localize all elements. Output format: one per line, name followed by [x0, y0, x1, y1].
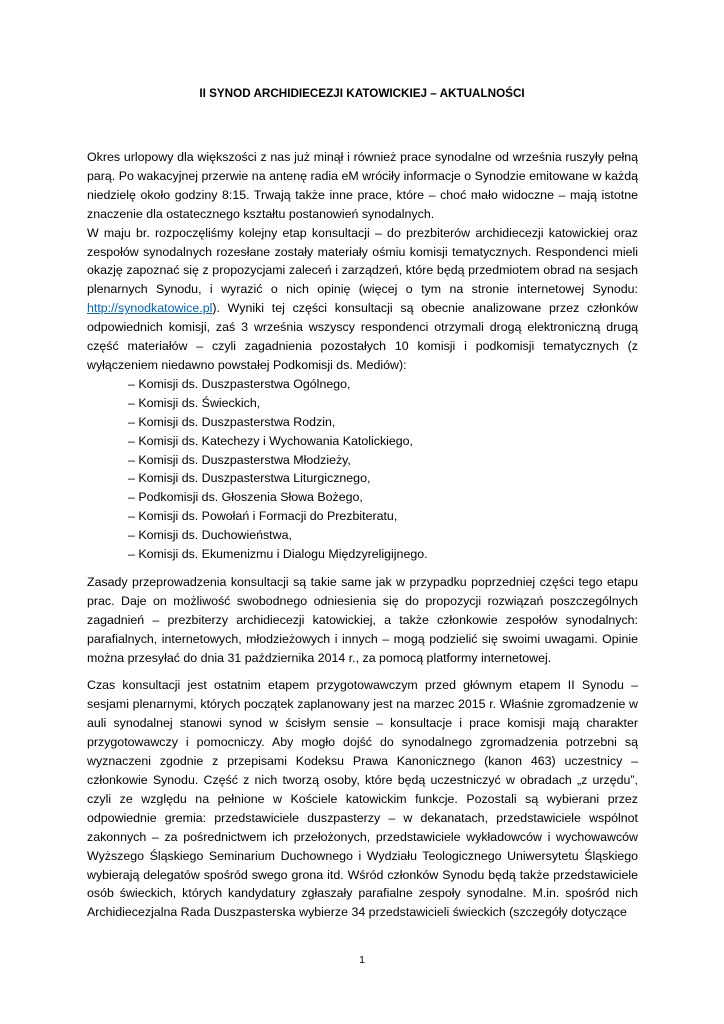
list-item: – Komisji ds. Katechezy i Wychowania Katolickiego,	[128, 433, 414, 448]
paragraph-consultation-text-1: W maju br. rozpoczęliśmy kolejny etap konsultacji – do prezbiterów archidiecezji katowickiej oraz zespołów synodalnych rozesłane zostały materiały ośmiu komisji tematycznych. Respondenci mieli okazję zapoznać się z propozycjami zaleceń i zarządzeń, które będą przedmiotem obrad na sesjach plenarnych Synodu, i wyrazić o nich opinię (więcej o tym na stronie internetowej Synodu:	[87, 225, 638, 297]
paragraph-consultation	[87, 224, 638, 375]
paragraph-plenary: Czas konsultacji jest ostatnim etapem przygotowawczym przed głównym etapem II Synodu – sesjami plenarnymi, których początek zaplanowany jest na marzec 2015 r. Właśnie zgromadzenie w auli synodalnej stanowi synod w ścisłym sensie – konsultacje i prace komisji mają charakter przygotowawczy i pomocniczy. Aby mogło dojść do synodalnego zgromadzenia potrzebni są wyznaczeni zgodnie z przepisami Kodeksu Prawa Kanonicznego (kanon 463) uczestnicy – członkowie Synodu. Część z nich tworzą osoby, które będą uczestniczyć w obradach „z urzędu”, czyli ze względu na pełnione w Kościele katowickim funkcje. Pozostali są wybierani przez odpowiednie gremia: przedstawiciele duszpasterzy – w dekanatach, przedstawiciele wspólnot zakonnych – za pośrednictwem ich przełożonych, przedstawiciele wykładowców i wychowawców Wyższego Śląskiego Seminarium Duchownego i Wydziału Teologicznego Uniwersytetu Śląskiego wybierają delegatów spośród swego grona itd. Wśród członków Synodu będą także przedstawiciele osób świeckich, których kandydatury zgłaszały parafialne zespoły synodalne. M.in. spośród nich Archidiecezjalna Rada Duszpasterska wybierze 34 przedstawicieli świeckich (szczegóły dotyczące	[87, 678, 638, 920]
paragraph-consultation-text-2: ). Wyniki tej części konsultacji są obecnie analizowane przez członków odpowiednich komisji, zaś 3 września wszyscy respondenci otrzymali drogą elektroniczną drugą część materiałów – czyli zagadnienia pozostałych 10 komisji i podkomisji tematycznych (z wyłączeniem niedawno powstałej Podkomisji ds. Mediów):	[87, 301, 638, 372]
page-number: 1	[359, 954, 365, 966]
list-item: – Podkomisji ds. Głoszenia Słowa Bożego,	[128, 490, 363, 505]
list-item: – Komisji ds. Duszpasterstwa Liturgicznego,	[128, 471, 371, 486]
paragraph-intro: Okres urlopowy dla większości z nas już minął i również prace synodalne od września ruszyły pełną parą. Po wakacyjnej przerwie na antenę radia eM wróciły informacje o Synodzie emitowane w każdą niedzielę około godziny 8:15. Trwają także inne prace, które – choć mało widoczne – mają istotne znaczenie dla ostatecznego kształtu postanowień synodalnych.	[87, 150, 638, 221]
list-item: – Komisji ds. Duszpasterstwa Rodzin,	[128, 414, 336, 429]
list-item: – Komisji ds. Świeckich,	[128, 395, 261, 410]
list-item: – Komisji ds. Duszpasterstwa Ogólnego,	[128, 376, 351, 391]
paragraph-rules: Zasady przeprowadzenia konsultacji są takie same jak w przypadku poprzedniej części tego etapu prac. Daje on możliwość swobodnego odniesienia się do propozycji rozwiązań poszczególnych zagadnień – prezbiterzy archidiecezji katowickiej, a także członkowie zespołów synodalnych: parafialnych, internetowych, młodzieżowych i innych – mogą podzielić się swoimi uwagami. Opinie można przesyłać do dnia 31 października 2014 r., za pomocą platformy internetowej.	[87, 574, 638, 665]
list-item: – Komisji ds. Duszpasterstwa Młodzieży,	[128, 452, 351, 467]
document-body	[87, 148, 638, 922]
commission-list	[87, 375, 638, 564]
document-title: II SYNOD ARCHIDIECEZJI KATOWICKIEJ – AKTUALNOŚCI	[199, 87, 525, 100]
list-item: – Komisji ds. Powołań i Formacji do Prezbiteratu,	[128, 509, 398, 524]
synod-website-link[interactable]: http://synodkatowice.pl	[87, 301, 213, 316]
list-item: – Komisji ds. Ekumenizmu i Dialogu Międzyreligijnego.	[128, 547, 428, 562]
list-item: – Komisji ds. Duchowieństwa,	[128, 528, 292, 543]
